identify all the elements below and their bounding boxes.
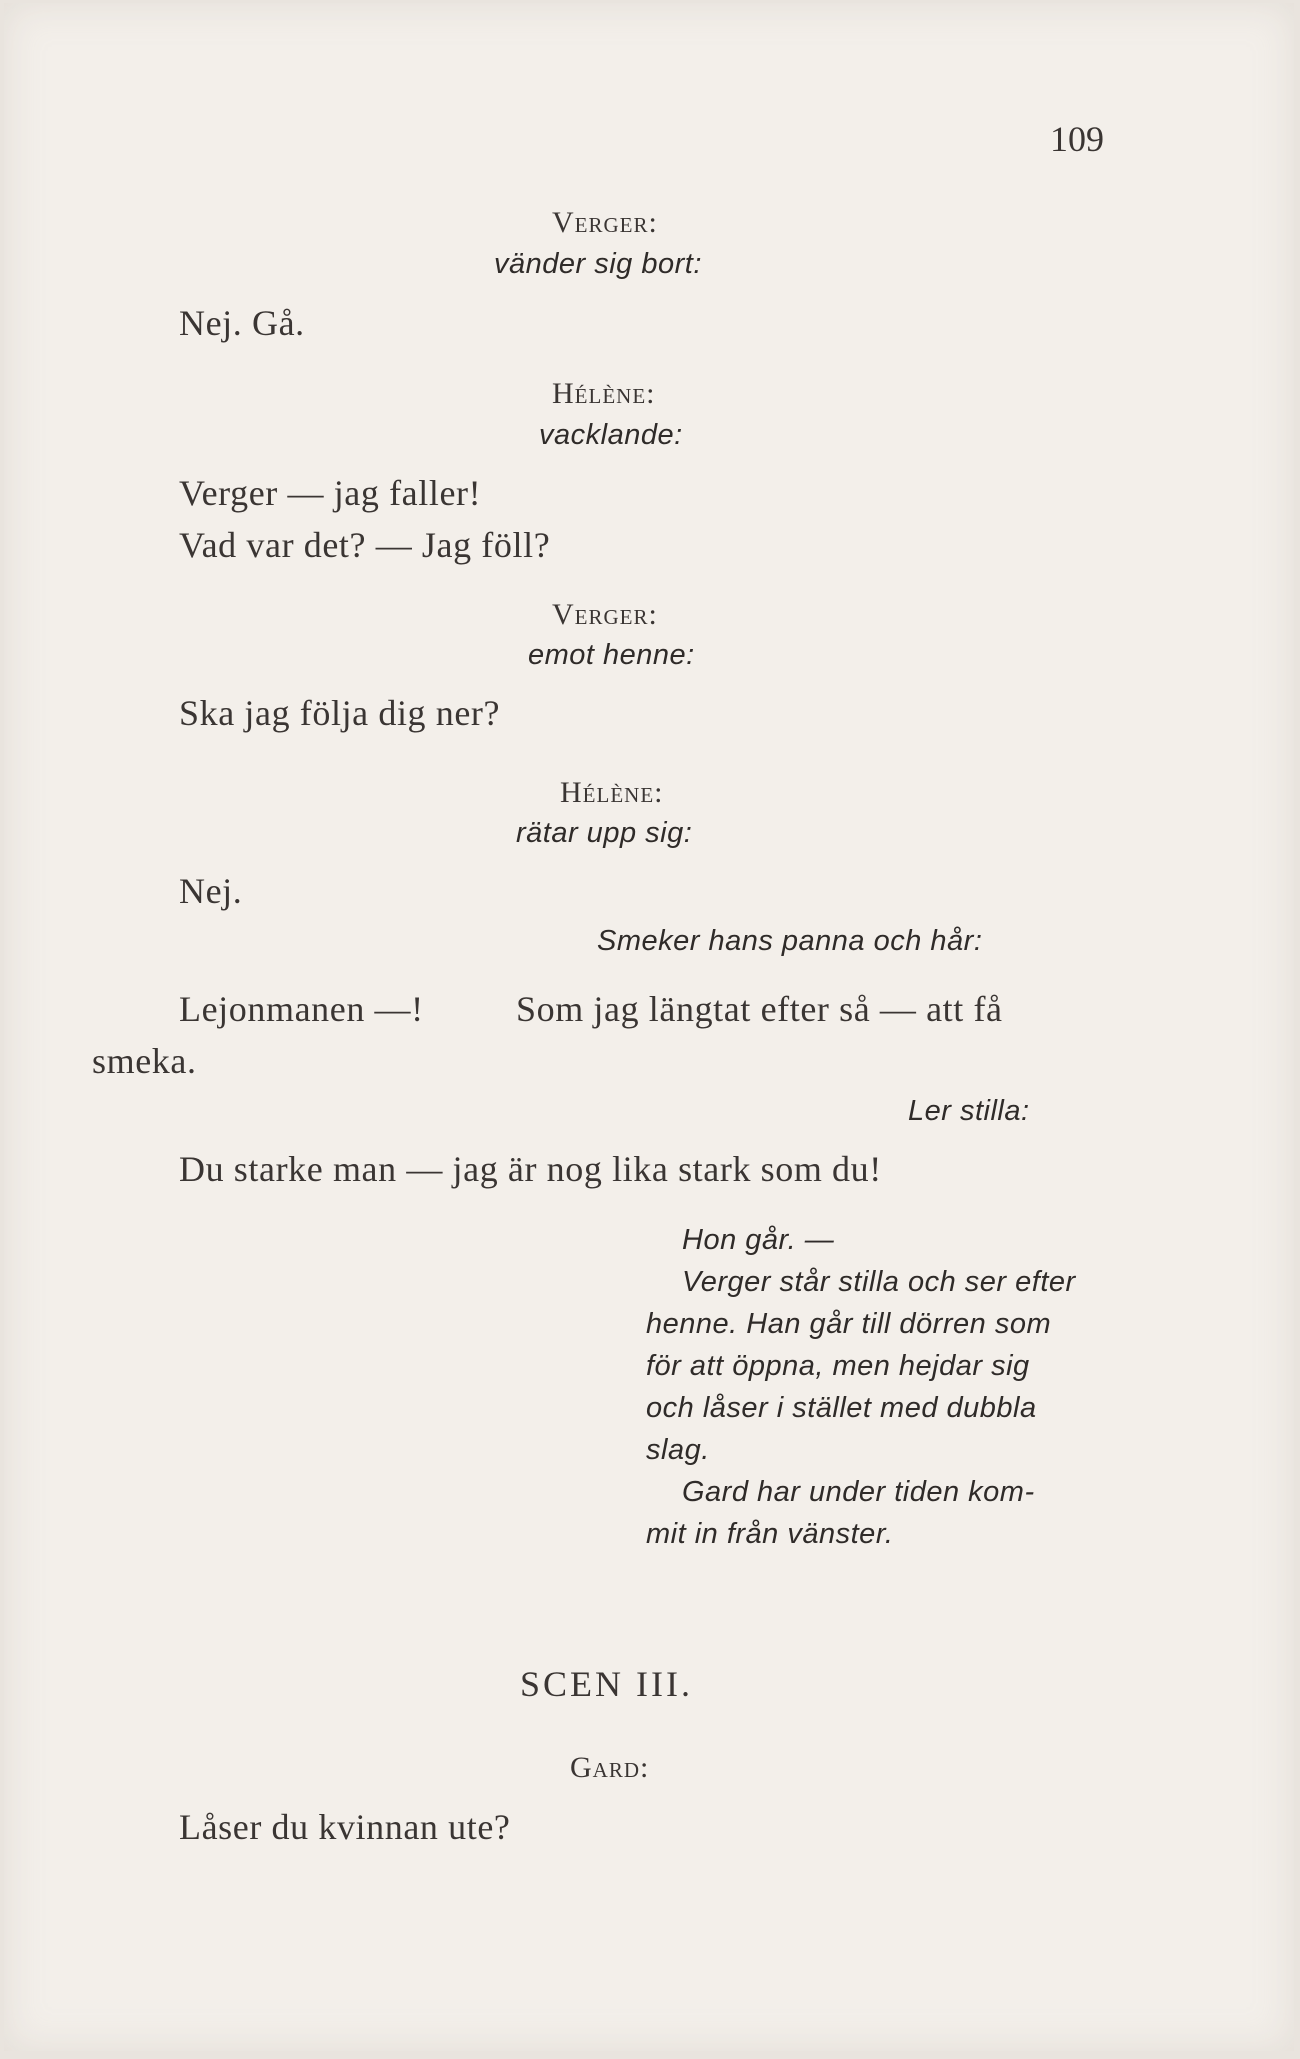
speaker-name: Hélène:: [552, 377, 656, 410]
dialogue-line: Ska jag följa dig ner?: [179, 693, 501, 733]
dialogue-line: Vad var det? — Jag föll?: [179, 525, 551, 565]
stage-direction-line: för att öppna, men hejdar sig: [646, 1350, 1030, 1382]
dialogue-text: Som jag längtat efter så — att få: [516, 989, 1003, 1029]
stage-direction-line: och låser i stället med dubbla: [646, 1392, 1037, 1424]
speaker-name: Hélène:: [560, 776, 664, 809]
scene-heading: SCEN III.: [520, 1664, 693, 1704]
stage-direction-line: mit in från vänster.: [646, 1518, 894, 1550]
dialogue-line: Du starke man — jag är nog lika stark som du!: [179, 1149, 882, 1189]
speaker-name: Verger:: [552, 206, 658, 239]
speaker-name: Verger:: [552, 598, 658, 631]
page-number: 109: [1050, 119, 1104, 159]
dialogue-line-continuation: smeka.: [92, 1041, 197, 1081]
dialogue-line: Lejonmanen —!: [179, 989, 424, 1029]
book-page: [4, 3, 1294, 2051]
stage-direction: vänder sig bort:: [494, 248, 702, 280]
stage-direction: vacklande:: [539, 419, 683, 451]
dialogue-line: Nej. Gå.: [179, 303, 305, 343]
stage-direction: emot henne:: [528, 639, 695, 671]
stage-direction: Smeker hans panna och hår:: [597, 925, 983, 957]
dialogue-line: [516, 991, 1146, 1027]
stage-direction: rätar upp sig:: [516, 817, 693, 849]
stage-direction-line: slag.: [646, 1434, 710, 1466]
dialogue-line: Verger — jag faller!: [179, 473, 482, 513]
stage-direction-line: Verger står stilla och ser efter: [682, 1266, 1076, 1298]
stage-direction-line: Hon går. —: [682, 1224, 835, 1256]
stage-direction-line: Gard har under tiden kom-: [682, 1476, 1035, 1508]
stage-direction-block: [646, 1219, 1154, 1555]
stage-direction: Ler stilla:: [908, 1095, 1030, 1127]
stage-direction-line: henne. Han går till dörren som: [646, 1308, 1052, 1340]
dialogue-line: Låser du kvinnan ute?: [179, 1807, 511, 1847]
speaker-name: Gard:: [570, 1751, 650, 1784]
dialogue-line: Nej.: [179, 871, 243, 911]
